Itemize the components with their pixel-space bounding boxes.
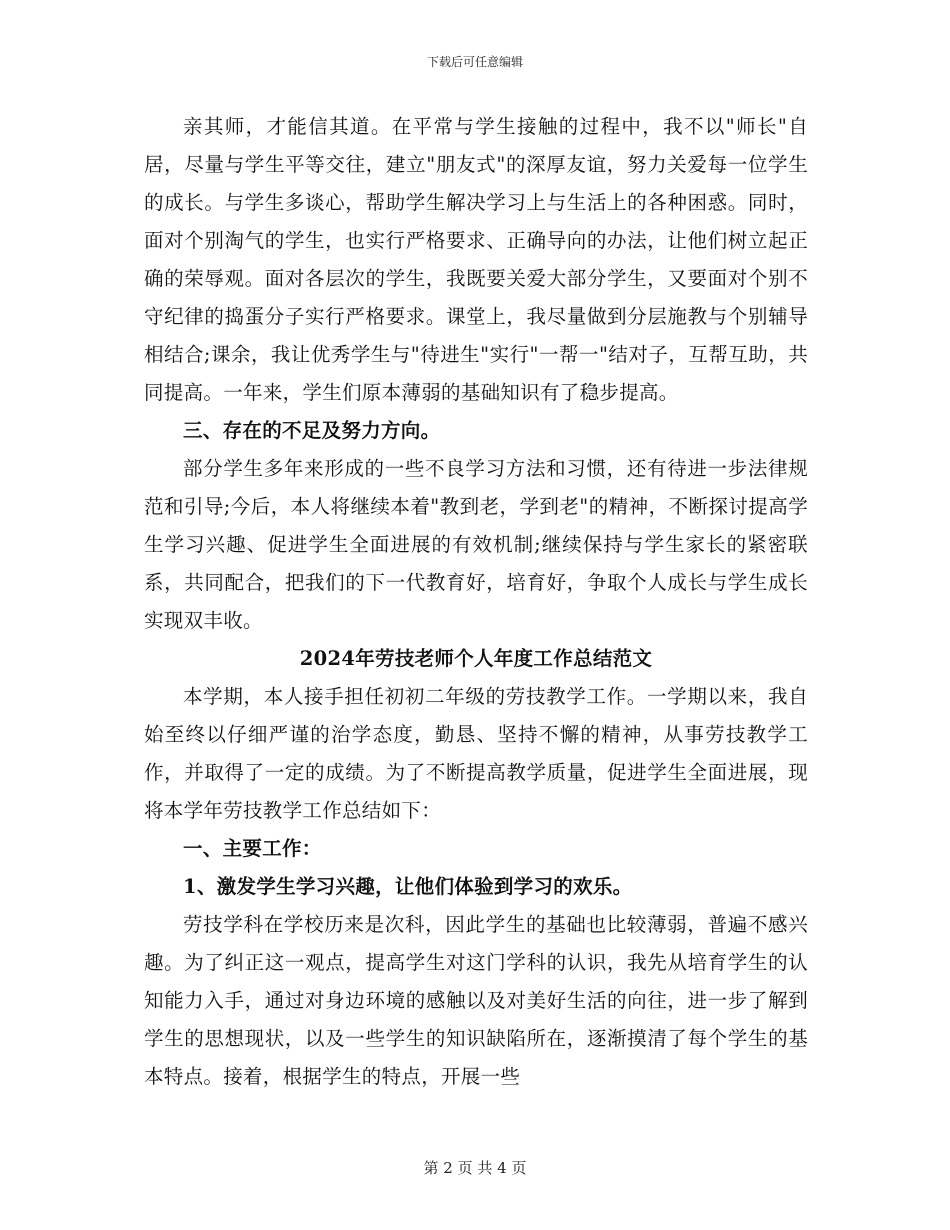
page-number: 第 2 页 共 4 页: [423, 1159, 527, 1177]
paragraph-intro: 本学期，本人接手担任初初二年级的劳技教学工作。一学期以来，我自始至终以仔细严谨的治学态度，勤恳、坚持不懈的精神，从事劳技教学工作，并取得了一定的成绩。为了不断提高教学质量，促进学生全面进展，现将本学年劳技教学工作总结如下：: [144, 685, 808, 822]
paragraph-teacher-student-relationship: 亲其师，才能信其道。在平常与学生接触的过程中，我不以"师长"自居，尽量与学生平等交往，建立"朋友式"的深厚友谊，努力关爱每一位学生的成长。与学生多谈心，帮助学生解决学习上与生活上的各种困惑。同时，面对个别淘气的学生，也实行严格要求、正确导向的办法，让他们树立起正确的荣辱观。面对各层次的学生，我既要关爱大部分学生，又要面对个别不守纪律的捣蛋分子实行严格要求。课堂上，我尽量做到分层施教与个别辅导相结合;课余，我让优秀学生与"待进生"实行"一帮一"结对子，互帮互助，共同提高。一年来，学生们原本薄弱的基础知识有了稳步提高。: [144, 115, 808, 404]
page-header: 下载后可任意编辑: [426, 55, 523, 69]
paragraph-shortcomings: 部分学生多年来形成的一些不良学习方法和习惯，还有待进一步法律规范和引导;今后，本人将继续本着"教到老，学到老"的精神，不断探讨提高学生学习兴趣、促进学生全面进展的有效机制;继续保持与学生家长的紧密联系，共同配合，把我们的下一代教育好，培育好，争取个人成长与学生成长实现双丰收。: [144, 457, 808, 632]
document-body: [144, 108, 808, 1096]
section-heading-shortcomings: 三、存在的不足及努力方向。: [183, 419, 441, 442]
document-title: 2024年劳技老师个人年度工作总结范文: [299, 647, 653, 670]
section-heading-main-work: 一、主要工作：: [183, 837, 322, 860]
paragraph-interest: 劳技学科在学校历来是次科，因此学生的基础也比较薄弱，普遍不感兴趣。为了纠正这一观点，提高学生对这门学科的认识，我先从培育学生的认知能力入手，通过对身边环境的感触以及对美好生活的向往，进一步了解到学生的思想现状，以及一些学生的知识缺陷所在，逐渐摸清了每个学生的基本特点。接着，根据学生的特点，开展一些: [144, 913, 808, 1088]
subsection-heading-interest: 1、激发学生学习兴趣，让他们体验到学习的欢乐。: [183, 875, 633, 898]
